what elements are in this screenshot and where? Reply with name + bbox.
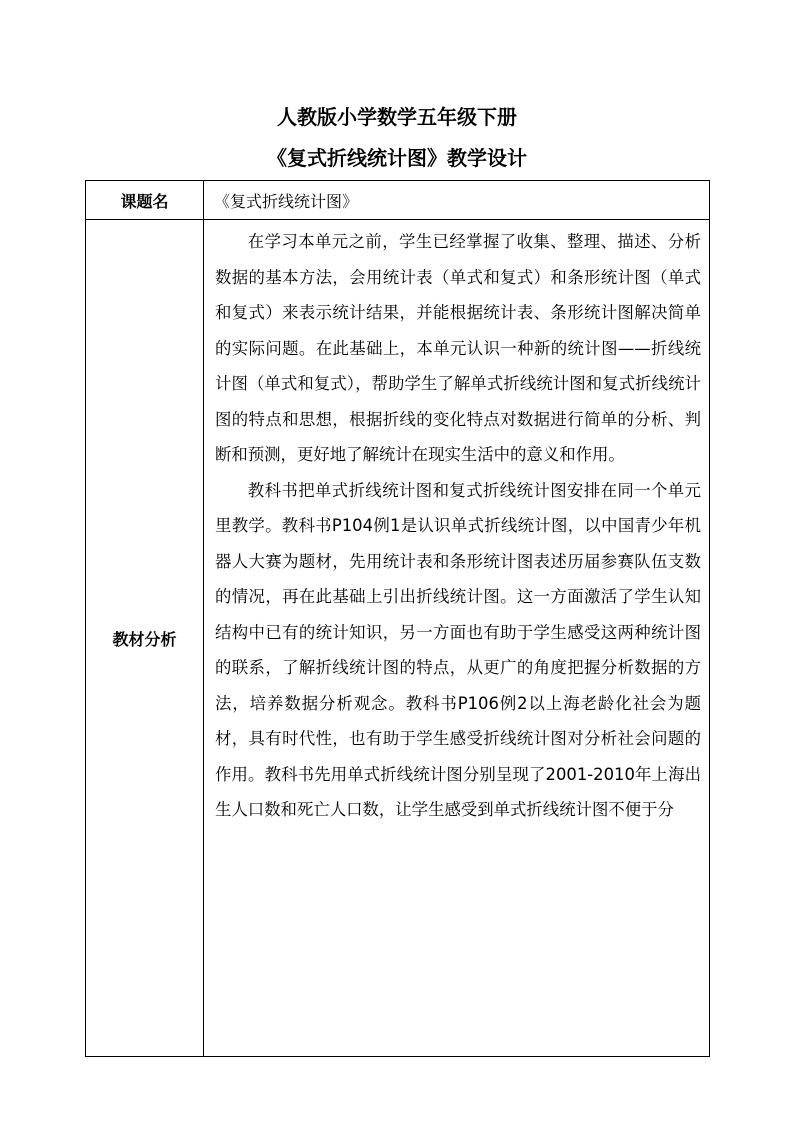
- document-title: 人教版小学数学五年级下册: [277, 105, 517, 129]
- analysis-paragraph-1: 在学习本单元之前，学生已经掌握了收集、整理、描述、分析数据的基本方法，会用统计表（单式和复式）和条形统计图（单式和复式）来表示统计结果，并能根据统计表、条形统计图解决简单的实际问题。在此基础上，本单元认识一种新的统计图——折线统计图（单式和复式），帮助学生了解单式折线统计图和复式折线统计图的特点和思想，根据折线的变化特点对数据进行简单的分析、判断和预测，更好地了解统计在现实生活中的意义和作用。: [215, 232, 701, 464]
- material-analysis-label: 教材分析: [86, 220, 204, 1057]
- analysis-paragraph-2: 教科书把单式折线统计图和复式折线统计图安排在同一个单元里教学。教科书P104例1是认识单式折线统计图，以中国青少年机器人大赛为题材，先用统计表和条形统计图表述历届参赛队伍支数的情况，再在此基础上引出折线统计图。这一方面激活了学生认知结构中已有的统计知识，另一方面也有助于学生感受这两种统计图的联系，了解折线统计图的特点，从更广的角度把握分析数据的方法，培养数据分析观念。教科书P106例2以上海老龄化社会为题材，具有时代性，也有助于学生感受折线统计图对分析社会问题的作用。教科书先用单式折线统计图分别呈现了2001-2010年上海出生人口数和死亡人口数，让学生感受到单式折线统计图不便于分: [215, 480, 701, 819]
- topic-value: 《复式折线统计图》: [204, 181, 710, 220]
- topic-label: 课题名: [86, 181, 204, 220]
- table-row-topic: [86, 181, 710, 220]
- lesson-design-table: [85, 180, 710, 1057]
- document-subtitle: 《复式折线统计图》教学设计: [267, 146, 527, 170]
- table-row-material-analysis: [86, 220, 710, 1057]
- material-analysis-content: [204, 220, 710, 1057]
